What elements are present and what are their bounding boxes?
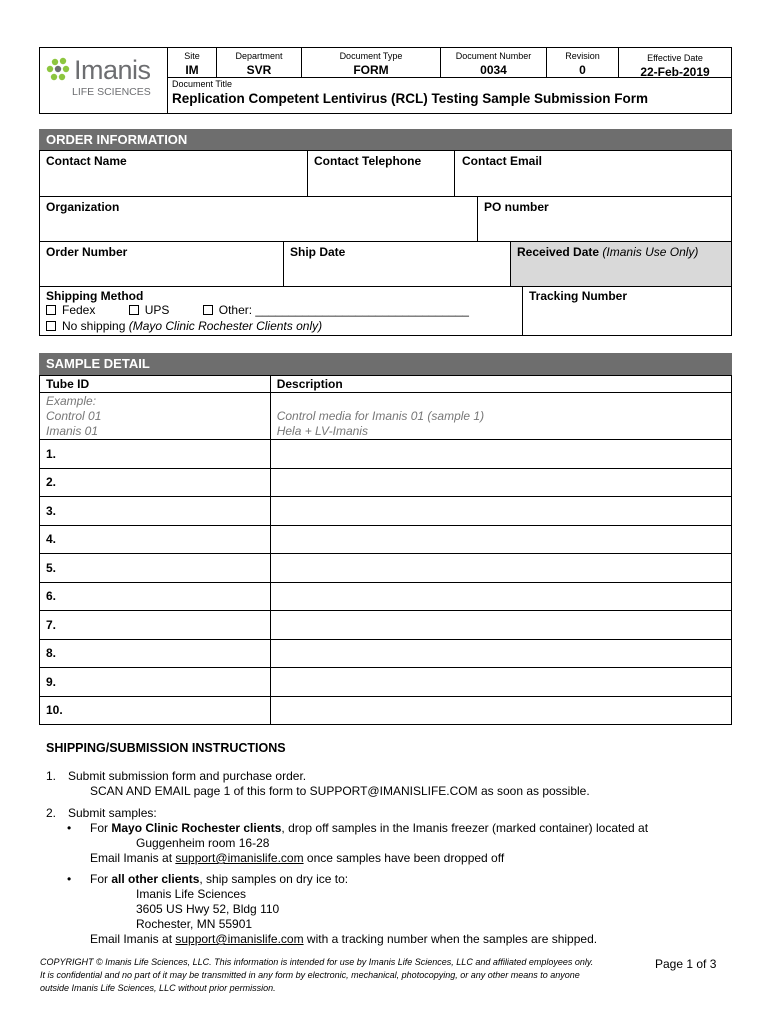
- fedex-checkbox[interactable]: Fedex: [46, 303, 95, 317]
- step-2-number: 2.: [46, 806, 57, 820]
- tracking-number-field[interactable]: Tracking Number: [522, 286, 732, 336]
- logo-subtitle: LIFE SCIENCES: [72, 86, 151, 98]
- document-title-label: Document Title: [172, 79, 233, 89]
- step-1-text: Submit submission form and purchase order.: [68, 769, 307, 783]
- shipping-options-row: [46, 303, 469, 317]
- table-row[interactable]: 6.: [40, 582, 732, 611]
- ups-checkbox[interactable]: UPS: [129, 303, 170, 317]
- example-row: [40, 393, 732, 440]
- other-email-line: Email Imanis at support@imanislife.com with a tracking number when the samples are shipped.: [90, 932, 598, 946]
- copyright-notice: COPYRIGHT © Imanis Life Sciences, LLC. This information is intended for use by Imanis Life Sciences, LLC and affiliated employees only. It is confidential and no part of it may be transmitted in any form by electronic, mechanical, photocopying, or any other means to anyone outside Imanis Life Sciences, LLC without prior permission.: [40, 957, 594, 993]
- tube-id-header: Tube ID: [40, 376, 271, 393]
- received-date-field: Received Date (Imanis Use Only): [510, 241, 732, 287]
- order-number-field[interactable]: Order Number: [39, 241, 284, 287]
- table-row[interactable]: 1.: [40, 440, 732, 469]
- order-information-header: ORDER INFORMATION: [39, 129, 732, 151]
- bullet-icon: •: [67, 872, 72, 886]
- revision-cell: Revision 0: [547, 48, 619, 78]
- shipping-method-box: Shipping Method: [39, 286, 523, 336]
- mayo-location: Guggenheim room 16-28: [136, 836, 270, 850]
- other-checkbox[interactable]: Other: ________________________________: [203, 303, 469, 317]
- document-type-cell: Document Type FORM: [302, 48, 441, 78]
- other-clients-text: For all other clients, ship samples on dry ice to:: [90, 872, 349, 886]
- address-line-1: Imanis Life Sciences: [136, 887, 247, 901]
- address-line-3: Rochester, MN 55901: [136, 917, 253, 931]
- table-row[interactable]: 10.: [40, 696, 732, 725]
- table-row[interactable]: 5.: [40, 554, 732, 583]
- document-title: Replication Competent Lentivirus (RCL) Testing Sample Submission Form: [172, 91, 649, 106]
- organization-field[interactable]: Organization: [39, 196, 478, 242]
- document-number-cell: Document Number 0034: [441, 48, 547, 78]
- effective-date-cell: Effective Date 22-Feb-2019: [619, 48, 731, 78]
- table-header-row: [40, 376, 732, 393]
- logo-name: Imanis: [74, 55, 151, 85]
- step-2-text: Submit samples:: [68, 806, 157, 820]
- ship-date-field[interactable]: Ship Date: [283, 241, 511, 287]
- department-cell: Department SVR: [217, 48, 302, 78]
- description-header: Description: [270, 376, 731, 393]
- contact-telephone-field[interactable]: Contact Telephone: [307, 150, 455, 197]
- mayo-clients-text: For Mayo Clinic Rochester clients, drop off samples in the Imanis freezer (marked container) located at: [90, 821, 649, 835]
- example-description-cell: Control media for Imanis 01 (sample 1) Hela + LV-Imanis: [270, 393, 731, 440]
- table-row[interactable]: 9.: [40, 668, 732, 697]
- bullet-icon: •: [67, 821, 72, 835]
- company-logo: [40, 48, 168, 113]
- po-number-field[interactable]: PO number: [477, 196, 732, 242]
- support-email-link[interactable]: support@imanislife.com: [175, 932, 304, 946]
- address-line-2: 3605 US Hwy 52, Bldg 110: [136, 902, 280, 916]
- table-row[interactable]: 8.: [40, 639, 732, 668]
- contact-email-field[interactable]: Contact Email: [454, 150, 732, 197]
- table-row[interactable]: 3.: [40, 497, 732, 526]
- support-email-link[interactable]: support@imanislife.com: [175, 851, 304, 865]
- step-1-detail: SCAN AND EMAIL page 1 of this form to SUPPORT@IMANISLIFE.COM as soon as possible.: [90, 784, 590, 798]
- contact-name-field[interactable]: Contact Name: [39, 150, 308, 197]
- document-header: [39, 47, 732, 114]
- sample-table: [39, 375, 732, 725]
- table-row[interactable]: 2.: [40, 468, 732, 497]
- logo-dots-icon: [46, 57, 76, 87]
- step-1-number: 1.: [46, 769, 57, 783]
- table-row[interactable]: 7.: [40, 611, 732, 640]
- table-row[interactable]: 4.: [40, 525, 732, 554]
- instructions-title: SHIPPING/SUBMISSION INSTRUCTIONS: [46, 741, 286, 755]
- mayo-email-line: Email Imanis at support@imanislife.com once samples have been dropped off: [90, 851, 505, 865]
- no-shipping-checkbox[interactable]: No shipping (Mayo Clinic Rochester Clients only): [46, 319, 322, 333]
- site-cell: Site IM: [168, 48, 217, 78]
- page-number: Page 1 of 3: [655, 957, 717, 971]
- example-tube-cell: Example: Control 01 Imanis 01: [40, 393, 271, 440]
- sample-detail-header: SAMPLE DETAIL: [39, 353, 732, 375]
